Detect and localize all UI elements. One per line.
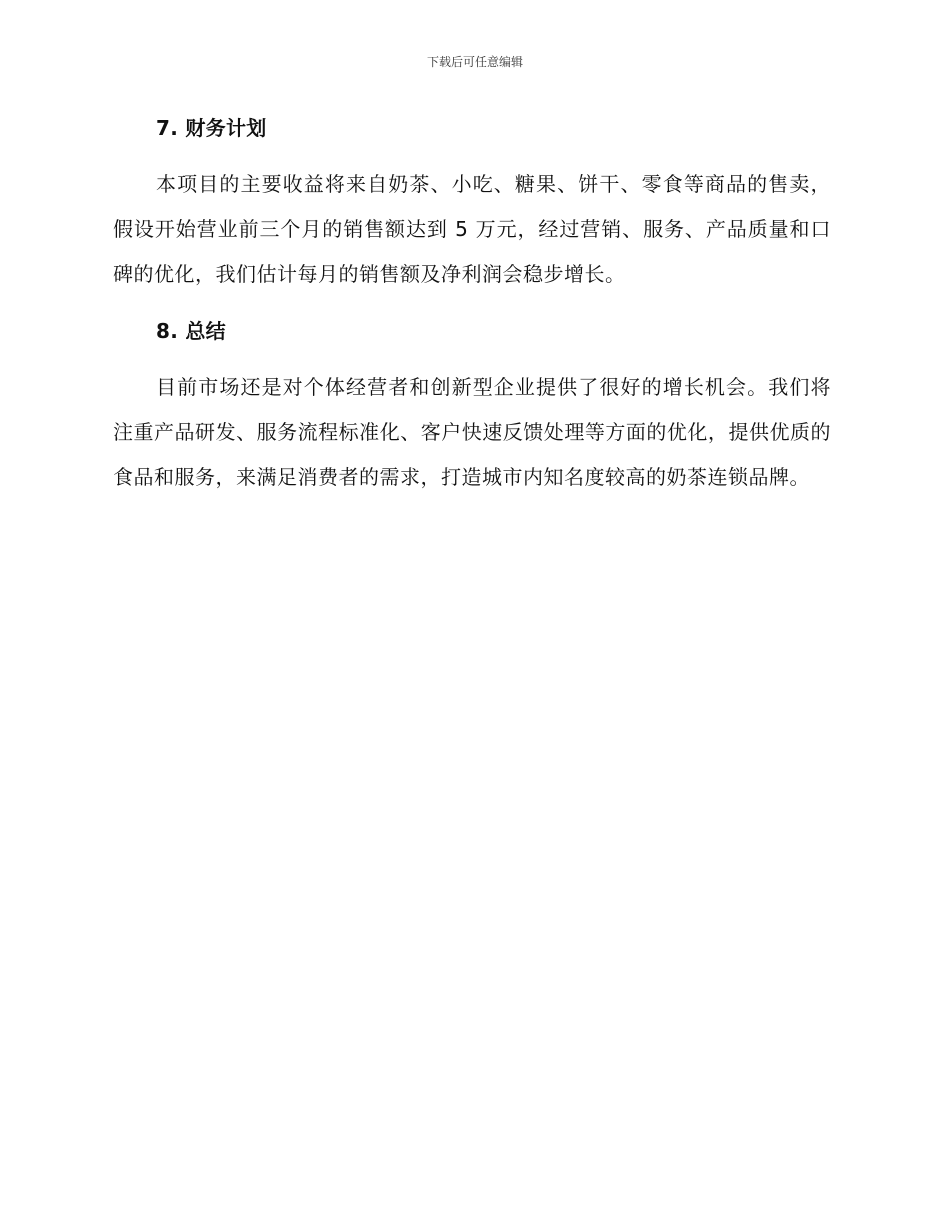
section-paragraph-financial-plan: 本项目的主要收益将来自奶茶、小吃、糖果、饼干、零食等商品的售卖，假设开始营业前三个月的销售额达到 5 万元，经过营销、服务、产品质量和口碑的优化，我们估计每月的销售额及净利润会稳步增长。 xyxy=(113,172,831,286)
section-paragraph-summary: 目前市场还是对个体经营者和创新型企业提供了很好的增长机会。我们将注重产品研发、服务流程标准化、客户快速反馈处理等方面的优化，提供优质的食品和服务，来满足消费者的需求，打造城市内知名度较高的奶茶连锁品牌。 xyxy=(113,375,831,489)
section-heading-financial-plan: 7. 财务计划 xyxy=(156,116,267,140)
page-header: 下载后可任意编辑 xyxy=(426,55,523,69)
document-body xyxy=(113,110,831,500)
section-heading-summary: 8. 总结 xyxy=(156,319,226,343)
